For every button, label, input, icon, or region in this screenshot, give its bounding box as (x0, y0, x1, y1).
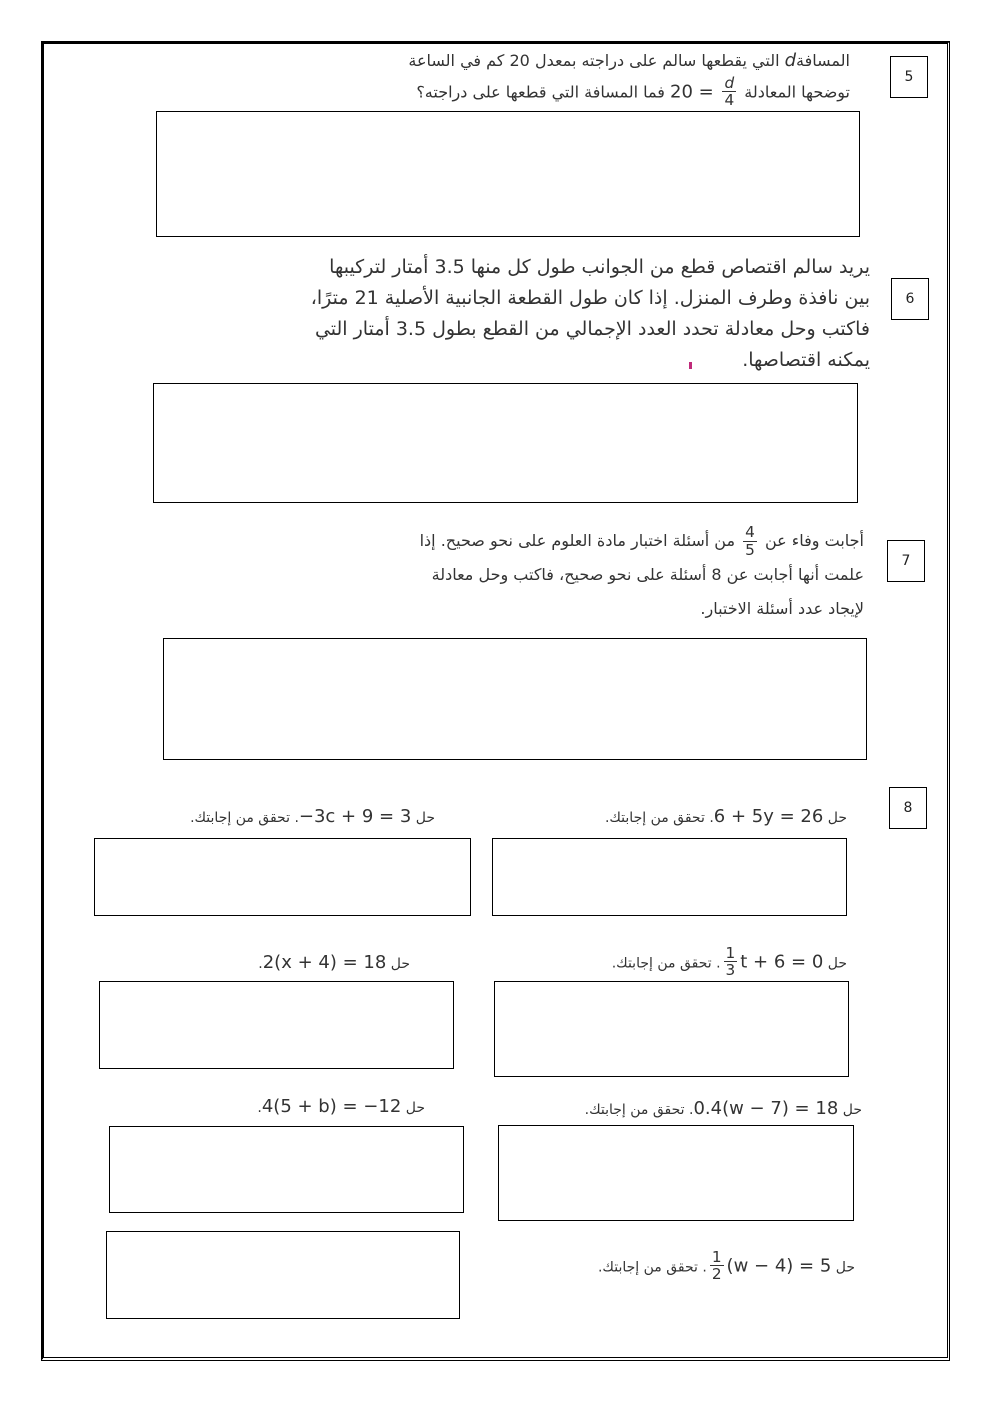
question-8f-text: حل 4(5 + b) = −12. (257, 1096, 425, 1117)
question-7-line-3: لإيجاد عدد أسئلة الاختبار. (700, 599, 864, 618)
fraction-1-over-2: $\frac{1}{2}$ (711, 1248, 722, 1284)
answer-box-q5[interactable] (156, 111, 860, 237)
question-8g-text: حل $\frac{1}{2}$ (w − 4) = 5. تحقق من إجابتك. (597, 1248, 855, 1284)
answer-box-8e[interactable] (498, 1125, 854, 1221)
question-number-5: 5 (890, 56, 928, 98)
question-5-line-1: المسافةd التي يقطعها سالم على دراجته بمعدل 20 كم في الساعة (408, 46, 850, 76)
fraction-1-over-3: $\frac{1}{3}$ (725, 944, 736, 980)
fraction-d-over-4: $\frac{d}{4}$ (724, 74, 735, 110)
question-number-6: 6 (891, 278, 929, 320)
question-5-text (408, 46, 850, 109)
equation-8a: 6 + 5y = 26 (713, 806, 824, 827)
question-5-line-2: توضحها المعادلة 20 = $\frac{d}{4}$ فما المسافة التي قطعها على دراجته؟ (416, 74, 850, 110)
question-6-line-3: فاكتب وحل معادلة تحدد العدد الإجمالي من القطع بطول 3.5 أمتار التي (314, 318, 870, 340)
question-number-8: 8 (889, 787, 927, 829)
equation-8f: 4(5 + b) = −12 (261, 1096, 402, 1117)
question-8a-text: حل 6 + 5y = 26. تحقق من إجابتك. (604, 806, 847, 827)
stray-mark (689, 362, 692, 369)
question-6-text (311, 252, 870, 376)
equation-q5: 20 = $\frac{d}{4}$ (670, 74, 735, 110)
question-8c-text: حل $\frac{1}{3}$ t + 6 = 0. تحقق من إجابتك. (611, 944, 847, 980)
answer-box-q6[interactable] (153, 383, 858, 503)
question-6-line-4: يمكنه اقتصاصها. (742, 349, 870, 371)
question-number-7: 7 (887, 540, 925, 582)
answer-box-8c[interactable] (494, 981, 849, 1077)
question-8e-text: حل 0.4(w − 7) = 18. تحقق من إجابتك. (584, 1098, 862, 1119)
answer-box-8a[interactable] (492, 838, 847, 916)
variable-d: d (784, 50, 797, 71)
fraction-4-over-5: $\frac{4}{5}$ (745, 523, 755, 559)
answer-box-q7[interactable] (163, 638, 867, 760)
answer-box-8g[interactable] (106, 1231, 460, 1319)
equation-8g: $\frac{1}{2}$ (w − 4) = 5 (711, 1248, 832, 1284)
question-7-line-1: أجابت وفاء عن $\frac{4}{5}$ من أسئلة اختبار مادة العلوم على نحو صحيح. إذا (419, 523, 864, 559)
equation-8e: 0.4(w − 7) = 18 (693, 1098, 839, 1119)
question-7-text (420, 524, 864, 626)
answer-box-8f[interactable] (109, 1126, 464, 1213)
question-6-line-2: بين نافذة وطرف المنزل. إذا كان طول القطعة الجانبية الأصلية 21 مترًا، (310, 287, 870, 309)
question-8b-text: حل −3c + 9 = 3. تحقق من إجابتك. (190, 806, 435, 827)
question-8d-text: حل 2(x + 4) = 18. (258, 952, 410, 973)
question-6-line-1: يريد سالم اقتصاص قطع من الجوانب طول كل منها 3.5 أمتار لتركيبها (329, 256, 870, 278)
question-7-line-2: علمت أنها أجابت عن 8 أسئلة على نحو صحيح، فاكتب وحل معادلة (431, 565, 864, 584)
answer-box-8d[interactable] (99, 981, 454, 1069)
equation-8c: $\frac{1}{3}$ t + 6 = 0 (725, 944, 824, 980)
answer-box-8b[interactable] (94, 838, 471, 916)
equation-8d: 2(x + 4) = 18 (262, 952, 387, 973)
equation-8b: −3c + 9 = 3 (298, 806, 412, 827)
